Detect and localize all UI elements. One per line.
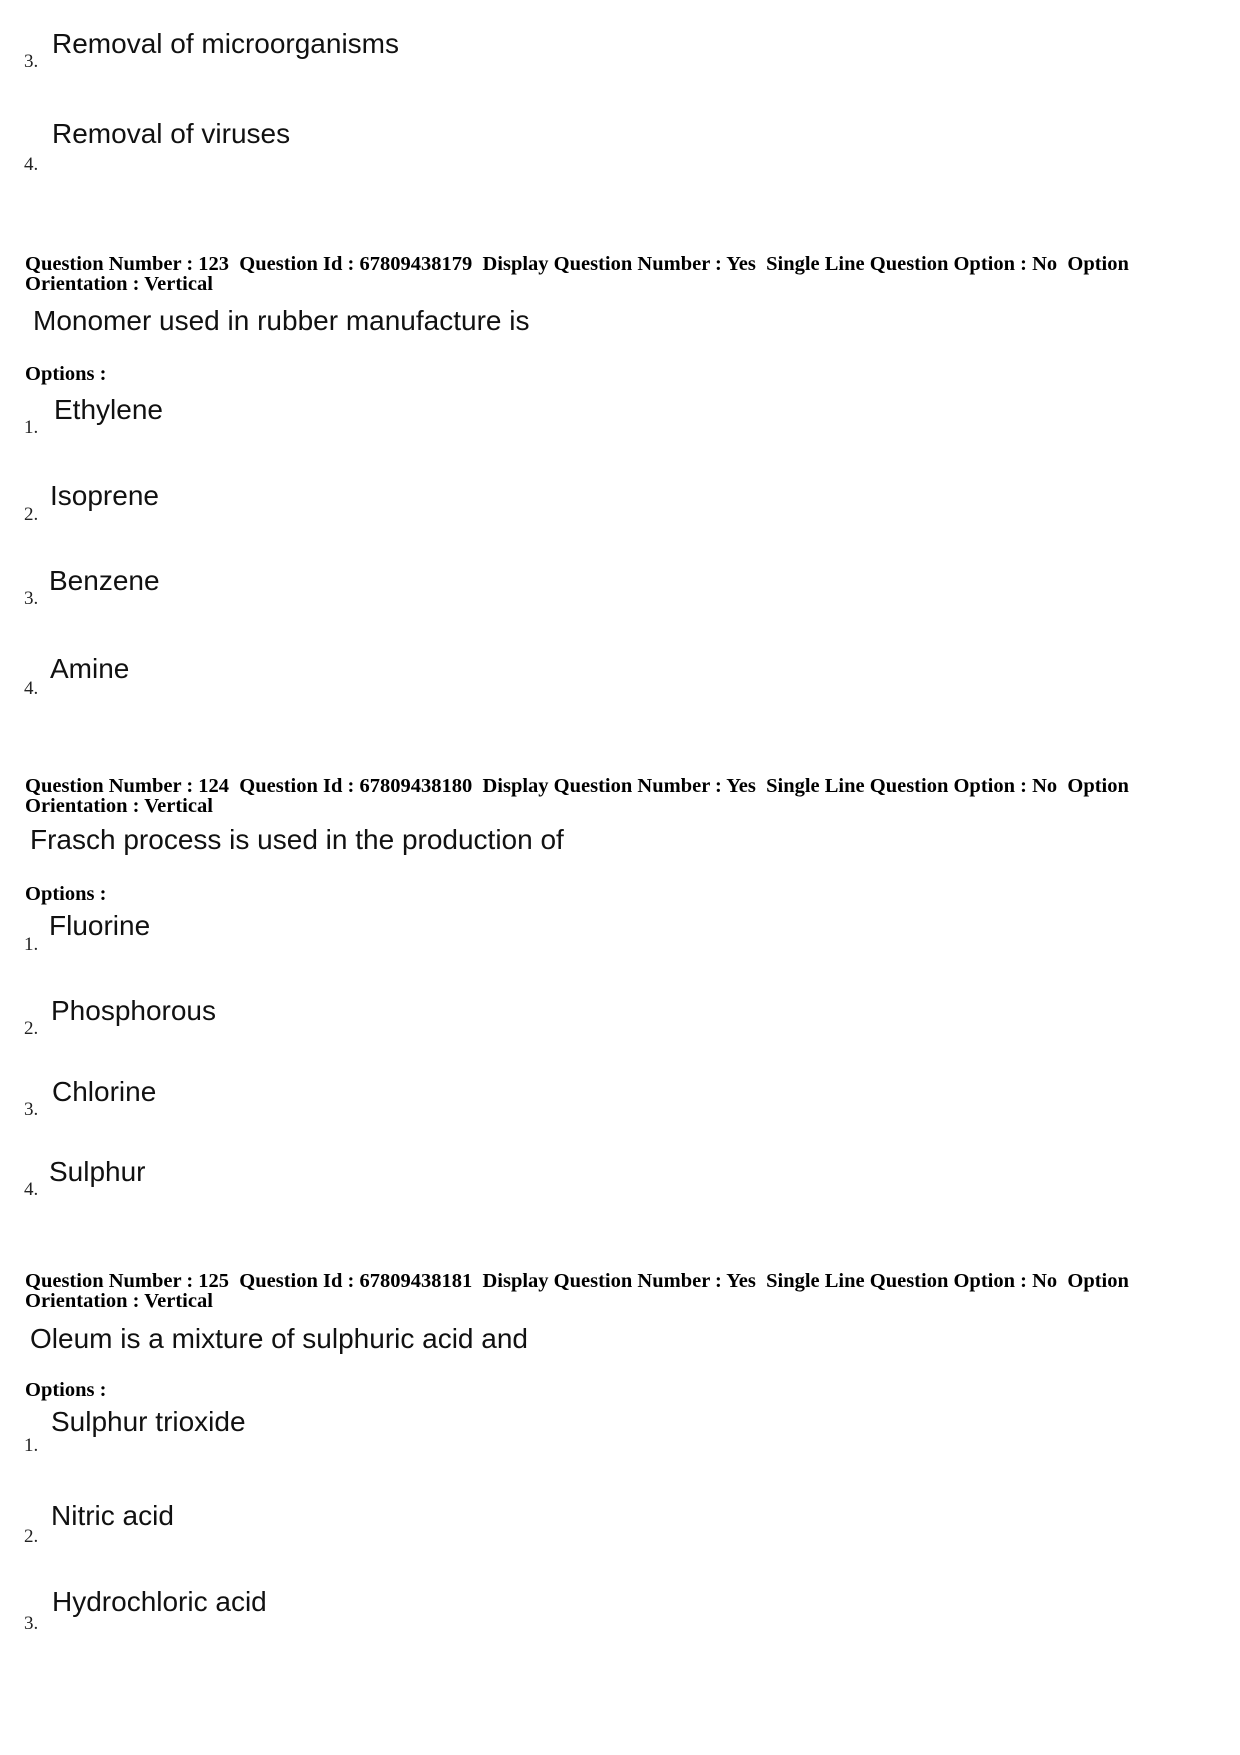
question-meta (25, 1271, 1205, 1311)
option-number: 3. (24, 588, 39, 609)
question-meta-line2: Orientation : Vertical (25, 1290, 213, 1312)
option-number: 2. (24, 504, 39, 525)
option-text: Phosphorous (51, 995, 217, 1026)
option-number: 3. (24, 1099, 39, 1120)
question-text: Monomer used in rubber manufacture is (33, 305, 530, 336)
option-number: 1. (24, 1435, 39, 1456)
option-text: Sulphur trioxide (51, 1406, 246, 1437)
option-number: 4. (24, 1179, 39, 1200)
option-text: Ethylene (54, 394, 163, 425)
option-text: Fluorine (49, 910, 151, 941)
question-text: Oleum is a mixture of sulphuric acid and (30, 1323, 528, 1354)
question-meta-line1: Question Number : 124 Question Id : 67809438180 Display Question Number : Yes Single Line Question Option : No Option (25, 775, 1129, 797)
option-number: 3. (24, 1613, 39, 1634)
options-label: Options : (25, 363, 107, 385)
option-number: 3. (24, 51, 39, 72)
option-text: Nitric acid (51, 1500, 174, 1531)
option-text: Chlorine (52, 1076, 157, 1107)
option-text: Isoprene (50, 480, 159, 511)
option-number: 2. (24, 1018, 39, 1039)
question-text: Frasch process is used in the production of (30, 824, 564, 855)
question-meta (25, 776, 1205, 816)
option-number: 2. (24, 1526, 39, 1547)
options-label: Options : (25, 883, 107, 905)
question-meta-line2: Orientation : Vertical (25, 795, 213, 817)
question-meta-line1: Question Number : 125 Question Id : 67809438181 Display Question Number : Yes Single Line Question Option : No Option (25, 1270, 1129, 1292)
option-number: 1. (24, 934, 39, 955)
question-meta-line2: Orientation : Vertical (25, 273, 213, 295)
question-meta (25, 254, 1205, 294)
option-number: 1. (24, 417, 39, 438)
option-text: Hydrochloric acid (52, 1586, 267, 1617)
option-text: Removal of microorganisms (52, 28, 399, 59)
option-number: 4. (24, 154, 39, 175)
question-meta-line1: Question Number : 123 Question Id : 67809438179 Display Question Number : Yes Single Line Question Option : No Option (25, 253, 1129, 275)
options-label: Options : (25, 1379, 107, 1401)
option-text: Sulphur (49, 1156, 146, 1187)
option-number: 4. (24, 678, 39, 699)
option-text: Amine (50, 653, 130, 684)
option-text: Removal of viruses (52, 118, 291, 149)
option-text: Benzene (49, 565, 160, 596)
